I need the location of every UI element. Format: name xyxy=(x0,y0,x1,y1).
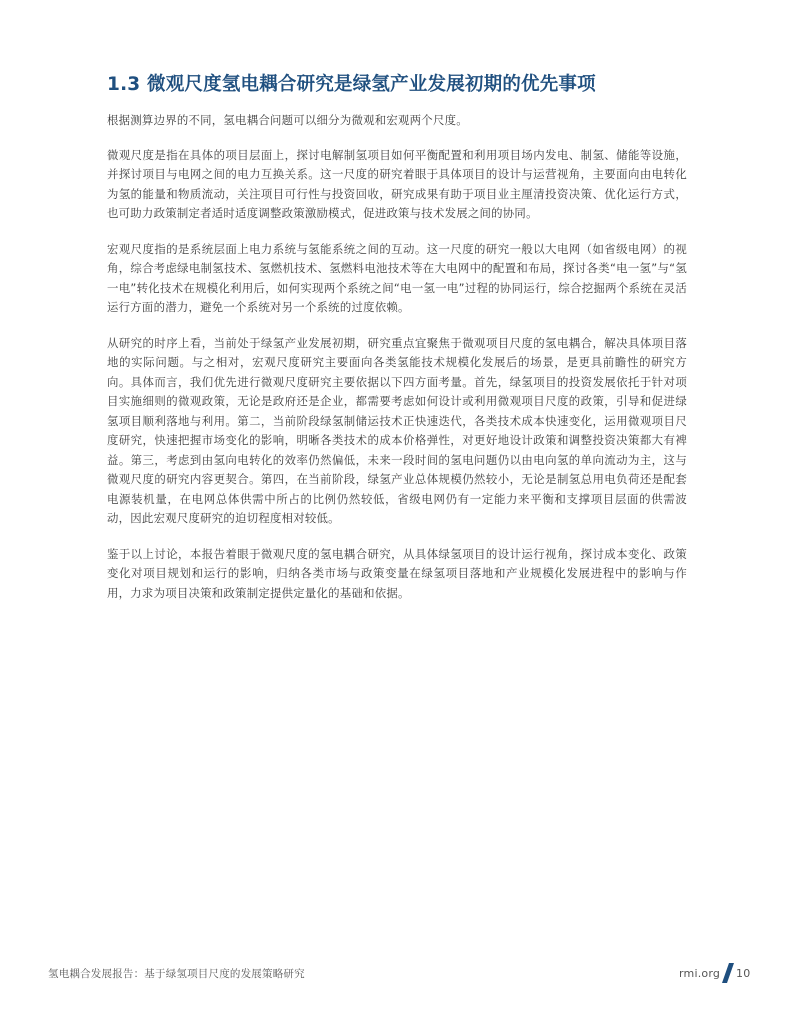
paragraph-conclusion: 鉴于以上讨论，本报告着眼于微观尺度的氢电耦合研究，从具体绿氢项目的设计运行视角，探讨成本变化、政策变化对项目规划和运行的影响，归纳各类市场与政策变量在绿氢项目落地和产业规模化发展进程中的影响与作用，力求为项目决策和政策制定提供定量化的基础和依据。 xyxy=(107,546,687,600)
page-number: 10 xyxy=(736,966,751,980)
body-text xyxy=(107,111,687,619)
paragraph-micro-scale: 微观尺度是指在具体的项目层面上，探讨电解制氢项目如何平衡配置和利用项目场内发电、制氢、储能等设施，并探讨项目与电网之间的电力互换关系。这一尺度的研究着眼于具体项目的设计与运营视角，主要面向由电转化为氢的能量和物质流动，关注项目可行性与投资回收，研究成果有助于项目业主厘清投资决策、优化运行方式，也可助力政策制定者适时适度调整政策激励模式，促进政策与技术发展之间的协同。 xyxy=(107,147,687,220)
paragraph-intro: 根据测算边界的不同，氢电耦合问题可以细分为微观和宏观两个尺度。 xyxy=(107,113,468,127)
section-heading: 1.3 微观尺度氢电耦合研究是绿氢产业发展初期的优先事项 xyxy=(107,74,596,95)
footer-report-title: 氢电耦合发展报告：基于绿氢项目尺度的发展策略研究 xyxy=(48,968,305,980)
rmi-slash-logo-icon xyxy=(722,963,734,983)
paragraph-research-priority: 从研究的时序上看，当前处于绿氢产业发展初期，研究重点宜聚焦于微观项目尺度的氢电耦合，解决具体项目落地的实际问题。与之相对，宏观尺度研究主要面向各类氢能技术规模化发展后的场景，是更具前瞻性的研究方向。具体而言，我们优先进行微观尺度研究主要依据以下四方面考量。首先，绿氢项目的投资发展依托于针对项目实施细则的微观政策，无论是政府还是企业，都需要考虑如何设计或利用微观项目尺度的政策，引导和促进绿氢项目顺利落地与利用。第二，当前阶段绿氢制储运技术正快速迭代，各类技术成本快速变化，运用微观项目尺度研究，快速把握市场变化的影响，明晰各类技术的成本价格弹性，对更好地设计政策和调整投资决策都大有裨益。第三，考虑到由氢向电转化的效率仍然偏低，未来一段时间的氢电问题仍以由电向氢的单向流动为主，这与微观尺度的研究内容更契合。第四，在当前阶段，绿氢产业总体规模仍然较小，无论是制氢总用电负荷还是配套电源装机量，在电网总体供需中所占的比例仍然较低，省级电网仍有一定能力来平衡和支撑项目层面的供需波动，因此宏观尺度研究的迫切程度相对较低。 xyxy=(107,335,687,525)
footer-website-link[interactable]: rmi.org xyxy=(679,966,721,980)
footer-page-info xyxy=(679,962,750,984)
paragraph-macro-scale: 宏观尺度指的是系统层面上电力系统与氢能系统之间的互动。这一尺度的研究一般以大电网（如省级电网）的视角，综合考虑绿电制氢技术、氢燃机技术、氢燃料电池技术等在大电网中的配置和布局，探讨各类“电一氢”与“氢一电”转化技术在规模化利用后，如何实现两个系统之间“电一氢一电”过程的协同运行，综合挖掘两个系统在灵活运行方面的潜力，避免一个系统对另一个系统的过度依赖。 xyxy=(107,241,687,314)
